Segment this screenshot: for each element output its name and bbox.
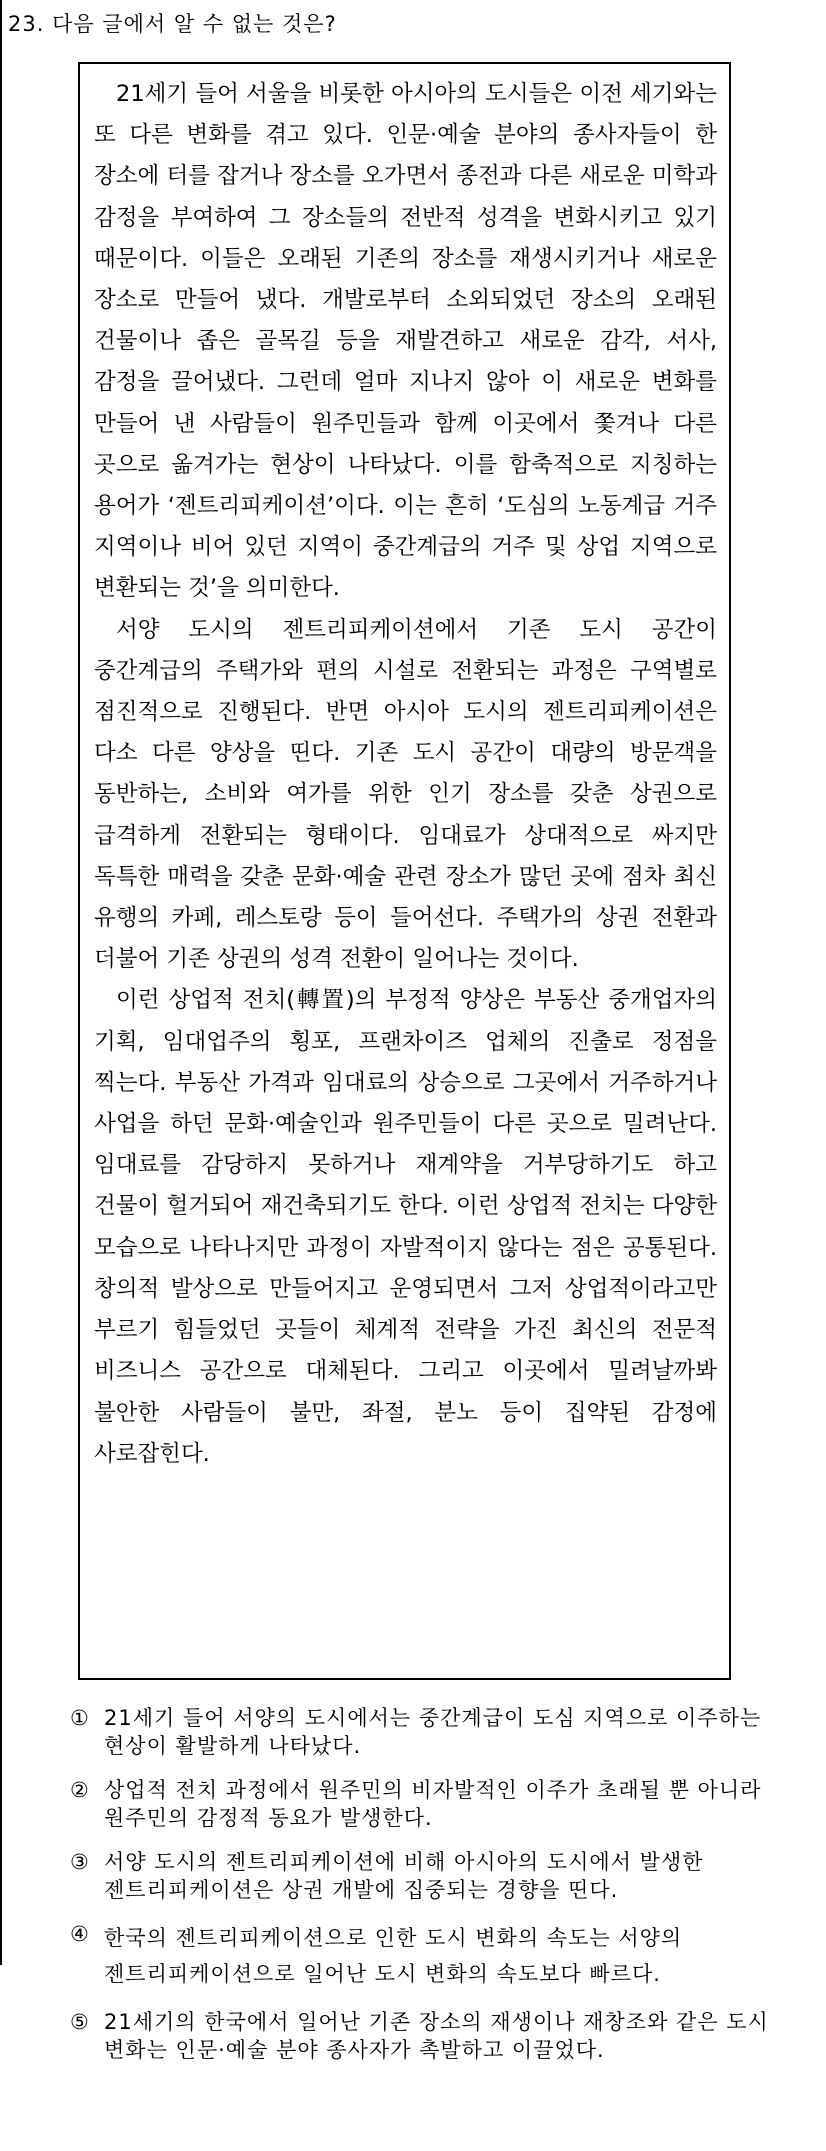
passage-paragraph-2: 서양 도시의 젠트리피케이션에서 기존 도시 공간이 중간계급의 주택가와 편의 시설로 전환되는 과정은 구역별로 점진적으로 진행된다. 반면 아시아 도시의 젠트리피케이션은 다소 다른 양상을 띤다. 기존 도시 공간이 대량의 방문객을 동반하는, 소비와 여가를 위한 인기 장소를 갖춘 상권으로 급격하게 전환되는 형태이다. 임대료가 상대적으로 싸지만 독특한 매력을 갖춘 문화·예술 관련 장소가 많던 곳에 점차 최신 유행의 카페, 레스토랑 등이 들어선다. 주택가의 상권 전환과 더불어 기존 상권의 성격 전환이 일어나는 것이다. <box>94 616 717 973</box>
choice-text: 서양 도시의 젠트리피케이션에 비해 아시아의 도시에서 발생한 젠트리피케이션은 상권 개발에 집중되는 경향을 띤다. <box>104 1850 704 1902</box>
choice-4[interactable] <box>70 1920 770 1992</box>
answer-choices <box>70 1690 770 2064</box>
choice-3[interactable] <box>70 1848 770 1904</box>
choice-2[interactable] <box>70 1776 770 1832</box>
choice-text: 한국의 젠트리피케이션으로 인한 도시 변화의 속도는 서양의 젠트리피케이션으로 일어난 도시 변화의 속도보다 빠르다. <box>104 1926 683 1986</box>
choice-5[interactable] <box>70 2008 770 2064</box>
left-margin-rule <box>0 0 2 1965</box>
choice-number: ② <box>70 1778 90 1802</box>
passage-paragraph-3: 이런 상업적 전치(轉置)의 부정적 양상은 부동산 중개업자의 기획, 임대업주의 횡포, 프랜차이즈 업체의 진출로 정점을 찍는다. 부동산 가격과 임대료의 상승으로 그곳에서 거주하거나 사업을 하던 문화·예술인과 원주민들이 다른 곳으로 밀려난다. 임대료를 감당하지 못하거나 재계약을 거부당하기도 하고 건물이 헐거되어 재건축되기도 한다. 이런 상업적 전치는 다양한 모습으로 나타나지만 과정이 자발적이지 않다는 점은 공통된다. 창의적 발상으로 만들어지고 운영되면서 그저 상업적이라고만 부르기 힘들었던 곳들이 체계적 전략을 가진 최신의 전문적 비즈니스 공간으로 대체된다. 그리고 이곳에서 밀려날까봐 불안한 사람들이 불만, 좌절, 분노 등이 집약된 감정에 사로잡힌다. <box>94 987 717 1467</box>
choice-number: ③ <box>70 1850 90 1874</box>
choice-text: 상업적 전치 과정에서 원주민의 비자발적인 이주가 초래될 뿐 아니라 원주민의 감정적 동요가 발생한다. <box>104 1778 762 1830</box>
question-title: 23. 다음 글에서 알 수 없는 것은? <box>8 12 337 36</box>
choice-number: ⑤ <box>70 2010 90 2034</box>
choice-number: ① <box>70 1706 90 1730</box>
choice-text: 21세기 들어 서양의 도시에서는 중간계급이 도심 지역으로 이주하는 현상이 활발하게 나타났다. <box>104 1706 762 1758</box>
choice-number: ④ <box>70 1922 90 1946</box>
passage-box <box>78 62 731 1680</box>
choice-1[interactable] <box>70 1704 770 1760</box>
choice-text: 21세기의 한국에서 일어난 기존 장소의 재생이나 재창조와 같은 도시 변화는 인문·예술 분야 종사자가 촉발하고 이끌었다. <box>104 2010 769 2062</box>
passage-paragraph-1: 21세기 들어 서울을 비롯한 아시아의 도시들은 이전 세기와는 또 다른 변화를 겪고 있다. 인문·예술 분야의 종사자들이 한 장소에 터를 잡거나 장소를 오가면서 종전과 다른 새로운 미학과 감정을 부여하여 그 장소들의 전반적 성격을 변화시키고 있기 때문이다. 이들은 오래된 기존의 장소를 재생시키거나 새로운 장소로 만들어 냈다. 개발로부터 소외되었던 장소의 오래된 건물이나 좁은 골목길 등을 재발견하고 새로운 감각, 서사, 감정을 끌어냈다. 그런데 얼마 지나지 않아 이 새로운 변화를 만들어 낸 사람들이 원주민들과 함께 이곳에서 쫓겨나 다른 곳으로 옮겨가는 현상이 나타났다. 이를 함축적으로 지칭하는 용어가 ‘젠트리피케이션’이다. 이는 흔히 ‘도심의 노동계급 거주 지역이나 비어 있던 지역이 중간계급의 거주 및 상업 지역으로 변환되는 것’을 의미한다. <box>94 81 717 602</box>
